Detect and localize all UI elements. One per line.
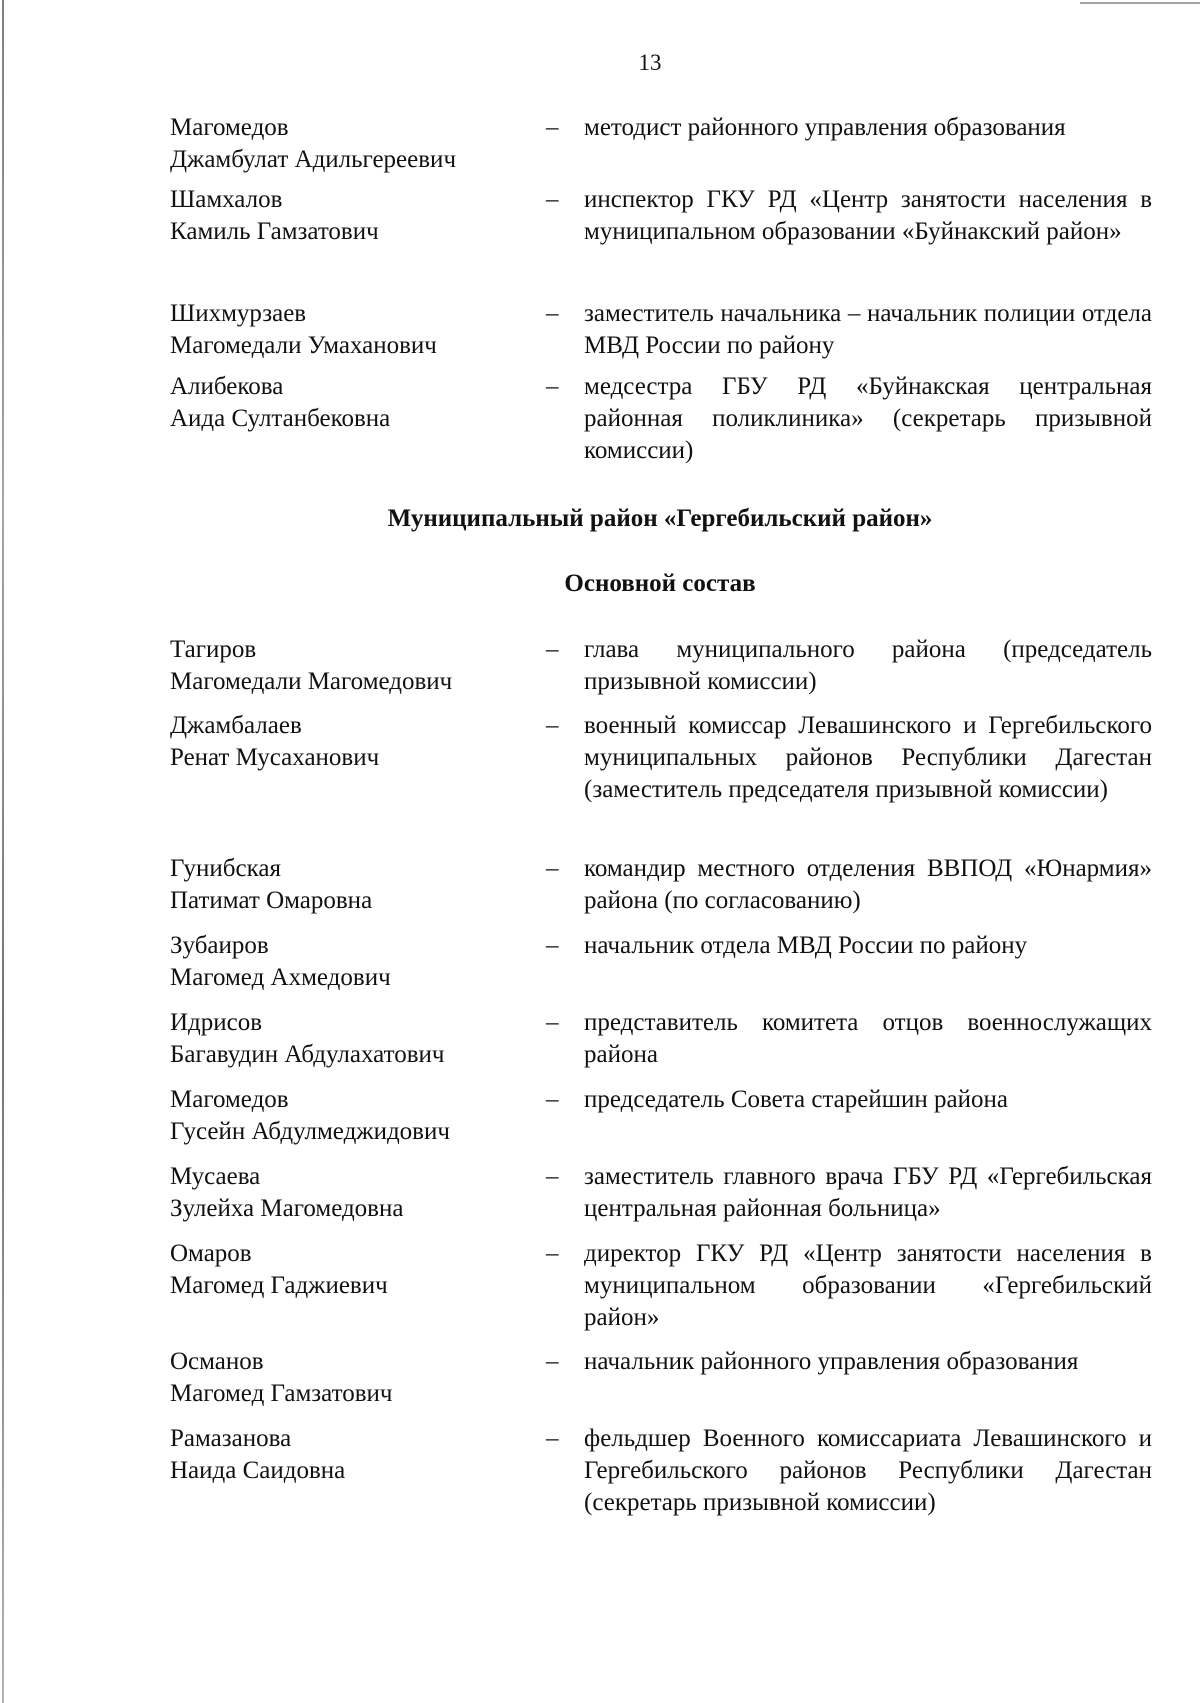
member-given-name: Аида Султанбековна: [170, 405, 391, 432]
member-given-name: Камиль Гамзатович: [170, 218, 379, 245]
dash-separator: –: [546, 712, 559, 739]
member-given-name: Джамбулат Адильгереевич: [170, 146, 457, 173]
dash-separator: –: [546, 300, 559, 327]
member-given-name: Ренат Мусаханович: [170, 744, 380, 771]
member-position: председатель Совета старейшин района: [584, 1086, 1008, 1113]
member-surname: Магомедов: [170, 114, 289, 141]
member-given-name: Патимат Омаровна: [170, 887, 373, 914]
dash-separator: –: [546, 114, 559, 141]
page-number: 13: [638, 50, 662, 75]
member-given-name: Наида Саидовна: [170, 1457, 346, 1484]
dash-separator: –: [546, 932, 559, 959]
member-surname: Джамбалаев: [170, 712, 302, 739]
member-surname: Мусаева: [170, 1163, 261, 1190]
member-surname: Зубаиров: [170, 932, 269, 959]
scan-edge-top: [1080, 2, 1200, 4]
dash-separator: –: [546, 855, 559, 882]
composition-subtitle: Основной состав: [564, 570, 756, 597]
member-name: [170, 710, 530, 774]
member-position: командир местного отделения ВВПОД «Юнармия» района (по согласованию): [584, 855, 1152, 914]
member-name: [170, 1238, 530, 1302]
member-surname: Рамазанова: [170, 1425, 292, 1452]
member-position: представитель комитета отцов военнослужащих района: [584, 1009, 1152, 1068]
member-surname: Тагиров: [170, 636, 257, 663]
member-given-name: Магомедали Умаханович: [170, 332, 437, 359]
member-given-name: Магомед Ахмедович: [170, 964, 391, 991]
member-position: военный комиссар Левашинского и Гергебильского муниципальных районов Республики Дагестан (заместитель председателя призывной комиссии): [584, 712, 1152, 803]
member-name: [170, 1084, 530, 1148]
member-name: [170, 1161, 530, 1225]
member-position: глава муниципального района (председатель призывной комиссии): [584, 636, 1152, 695]
member-surname: Шихмурзаев: [170, 300, 307, 327]
dash-separator: –: [546, 1348, 559, 1375]
member-given-name: Магомедали Магомедович: [170, 668, 453, 695]
member-surname: Шамхалов: [170, 186, 283, 213]
member-given-name: Зулейха Магомедовна: [170, 1195, 404, 1222]
member-surname: Омаров: [170, 1240, 252, 1267]
member-name: [170, 184, 530, 248]
member-name: [170, 298, 530, 362]
dash-separator: –: [546, 1240, 559, 1267]
dash-separator: –: [546, 1163, 559, 1190]
member-name: [170, 1007, 530, 1071]
dash-separator: –: [546, 636, 559, 663]
dash-separator: –: [546, 1009, 559, 1036]
dash-separator: –: [546, 1425, 559, 1452]
member-name: [170, 371, 530, 435]
member-surname: Османов: [170, 1348, 264, 1375]
member-name: [170, 1346, 530, 1410]
district-title: Муниципальный район «Гергебильский район»: [387, 505, 933, 532]
member-name: [170, 1423, 530, 1487]
member-position: начальник отдела МВД России по району: [584, 932, 1028, 959]
member-position: фельдшер Военного комиссариата Левашинского и Гергебильского районов Республики Дагестан (секретарь призывной комиссии): [584, 1425, 1152, 1516]
member-surname: Гунибская: [170, 855, 281, 882]
member-surname: Магомедов: [170, 1086, 289, 1113]
member-position: инспектор ГКУ РД «Центр занятости населения в муниципальном образовании «Буйнакский район»: [584, 186, 1152, 245]
member-given-name: Багавудин Абдулахатович: [170, 1041, 445, 1068]
member-position: заместитель начальника – начальник полиции отдела МВД России по району: [584, 300, 1152, 359]
member-surname: Идрисов: [170, 1009, 263, 1036]
dash-separator: –: [546, 186, 559, 213]
member-name: [170, 112, 530, 176]
member-given-name: Гусейн Абдулмеджидович: [170, 1118, 450, 1145]
member-given-name: Магомед Гаджиевич: [170, 1272, 388, 1299]
member-given-name: Магомед Гамзатович: [170, 1380, 393, 1407]
member-position: директор ГКУ РД «Центр занятости населения в муниципальном образовании «Гергебильский район»: [584, 1240, 1152, 1331]
member-position: заместитель главного врача ГБУ РД «Гергебильская центральная районная больница»: [584, 1163, 1152, 1222]
dash-separator: –: [546, 373, 559, 400]
member-surname: Алибекова: [170, 373, 284, 400]
member-position: начальник районного управления образования: [584, 1348, 1079, 1375]
member-position: методист районного управления образования: [584, 114, 1066, 141]
member-name: [170, 853, 530, 917]
member-name: [170, 634, 530, 698]
dash-separator: –: [546, 1086, 559, 1113]
member-name: [170, 930, 530, 994]
member-position: медсестра ГБУ РД «Буйнакская центральная районная поликлиника» (секретарь призывной комиссии): [584, 373, 1152, 464]
scan-edge-left: [2, 0, 4, 1703]
